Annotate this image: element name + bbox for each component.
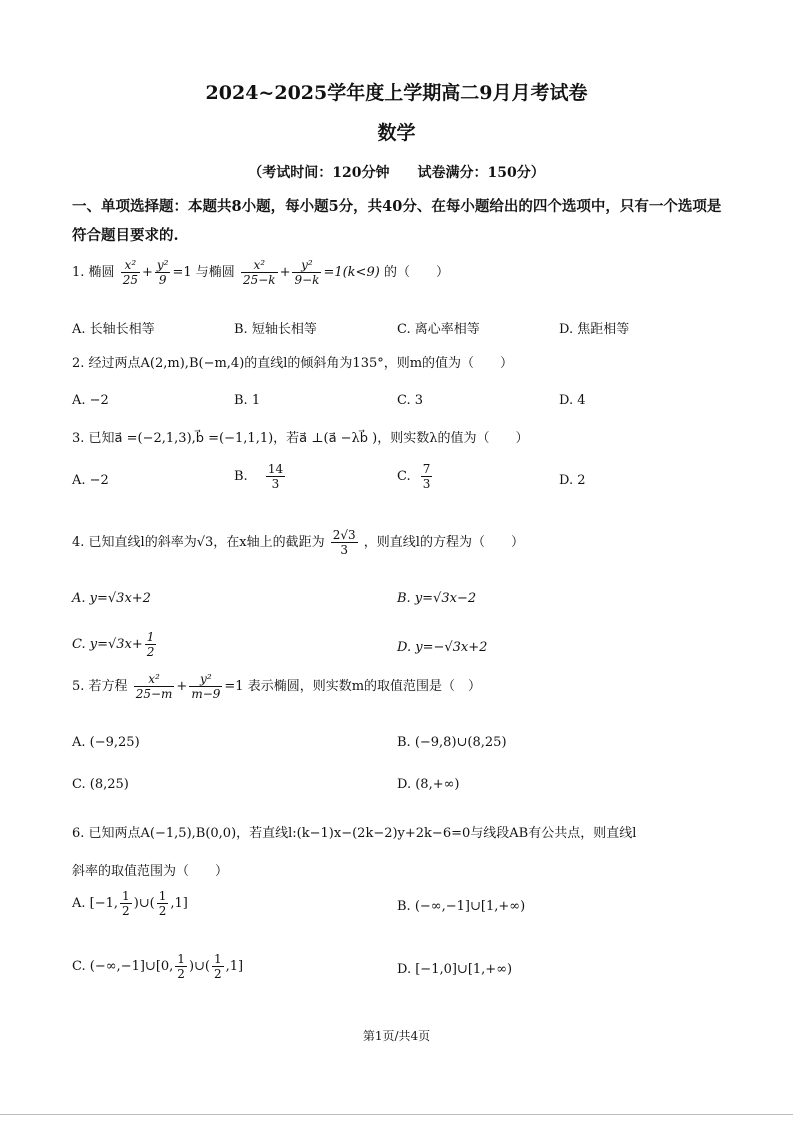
q1-option-a[interactable]: A. 长轴长相等 <box>72 322 155 337</box>
q5-option-c[interactable]: C. (8,25) <box>72 777 129 792</box>
q6-option-d[interactable]: D. [−1,0]∪[1,+∞) <box>397 962 513 977</box>
question-6-line2: 斜率的取值范围为（ ） <box>72 864 229 879</box>
question-6: 6. 已知两点A(−1,5),B(0,0)，若直线l:(k−1)x−(2k−2)y+2k−6=0与线段AB有公共点，则直线l <box>72 826 637 841</box>
q4-option-c[interactable]: C. y=√3x+ $\frac{1}{2}$ <box>72 630 155 659</box>
question-3: 3. 已知a⃗ =(−2,1,3),b⃗ =(−1,1,1)，若a⃗ ⊥(a⃗ −λb⃗ )，则实数λ的值为（ ） <box>72 431 529 446</box>
q6-option-b[interactable]: B. (−∞,−1]∪[1,+∞) <box>397 899 526 914</box>
exam-info: （考试时间：120分钟 试卷满分：150分） <box>248 165 545 181</box>
question-2: 2. 经过两点A(2,m),B(−m,4)的直线l的倾斜角为135°，则m的值为（ ） <box>72 356 514 371</box>
q5-option-a[interactable]: A. (−9,25) <box>72 735 140 750</box>
q1-option-b[interactable]: B. 短轴长相等 <box>234 322 317 337</box>
page-divider <box>0 1114 793 1115</box>
q3-option-c[interactable]: C. $\frac{7}{3}$ <box>397 462 431 491</box>
q4-option-d[interactable]: D. y=−√3x+2 <box>397 640 488 655</box>
exam-title: 2024~2025学年度上学期高二9月月考试卷 <box>205 82 588 104</box>
section-heading: 一、单项选择题：本题共8小题，每小题5分，共40分、在每小题给出的四个选项中，只有一个选项是符合题目要求的. <box>72 198 722 244</box>
q5-option-b[interactable]: B. (−9,8)∪(8,25) <box>397 735 507 750</box>
q3-option-a[interactable]: A. −2 <box>72 473 109 488</box>
page-number: 第1页/共4页 <box>362 1029 431 1043</box>
q4-option-a[interactable]: A. y=√3x+2 <box>72 591 151 606</box>
question-1: 1. 椭圆 $\frac{\text{x²}}{25}$ + $\frac{\text{y²}}{9}$ =1 与椭圆 $\frac{\text{x²}}{25-k}$ + $\frac{\text{y²}}{9-k}$ =1(k<9) 的（ ） <box>72 258 449 287</box>
question-4: 4. 已知直线l的斜率为√3，在x轴上的截距为 $\frac{2√3}{3}$ ，则直线l的方程为（ ） <box>72 528 524 557</box>
q1-option-c[interactable]: C. 离心率相等 <box>397 322 480 337</box>
q1-option-d[interactable]: D. 焦距相等 <box>559 322 630 337</box>
question-5: 5. 若方程 $\frac{\text{x²}}{25-m}$ + $\frac{\text{y²}}{m-9}$ =1 表示椭圆，则实数m的取值范围是（ ） <box>72 672 482 701</box>
q6-option-c[interactable]: C. (−∞,−1]∪[0, $\frac{1}{2}$ )∪( $\frac{1}{2}$ ,1] <box>72 952 244 981</box>
q5-option-d[interactable]: D. (8,+∞) <box>397 777 460 792</box>
q2-option-d[interactable]: D. 4 <box>559 393 586 408</box>
q2-option-c[interactable]: C. 3 <box>397 393 424 408</box>
q2-option-b[interactable]: B. 1 <box>234 393 261 408</box>
q3-option-d[interactable]: D. 2 <box>559 473 586 488</box>
q2-option-a[interactable]: A. −2 <box>72 393 109 408</box>
q6-option-a[interactable]: A. [−1, $\frac{1}{2}$ )∪( $\frac{1}{2}$ ,1] <box>72 889 188 918</box>
q3-option-b[interactable]: B. $\frac{14}{3}$ <box>234 462 284 491</box>
subject-title: 数学 <box>377 122 416 144</box>
q4-option-b[interactable]: B. y=√3x−2 <box>397 591 477 606</box>
